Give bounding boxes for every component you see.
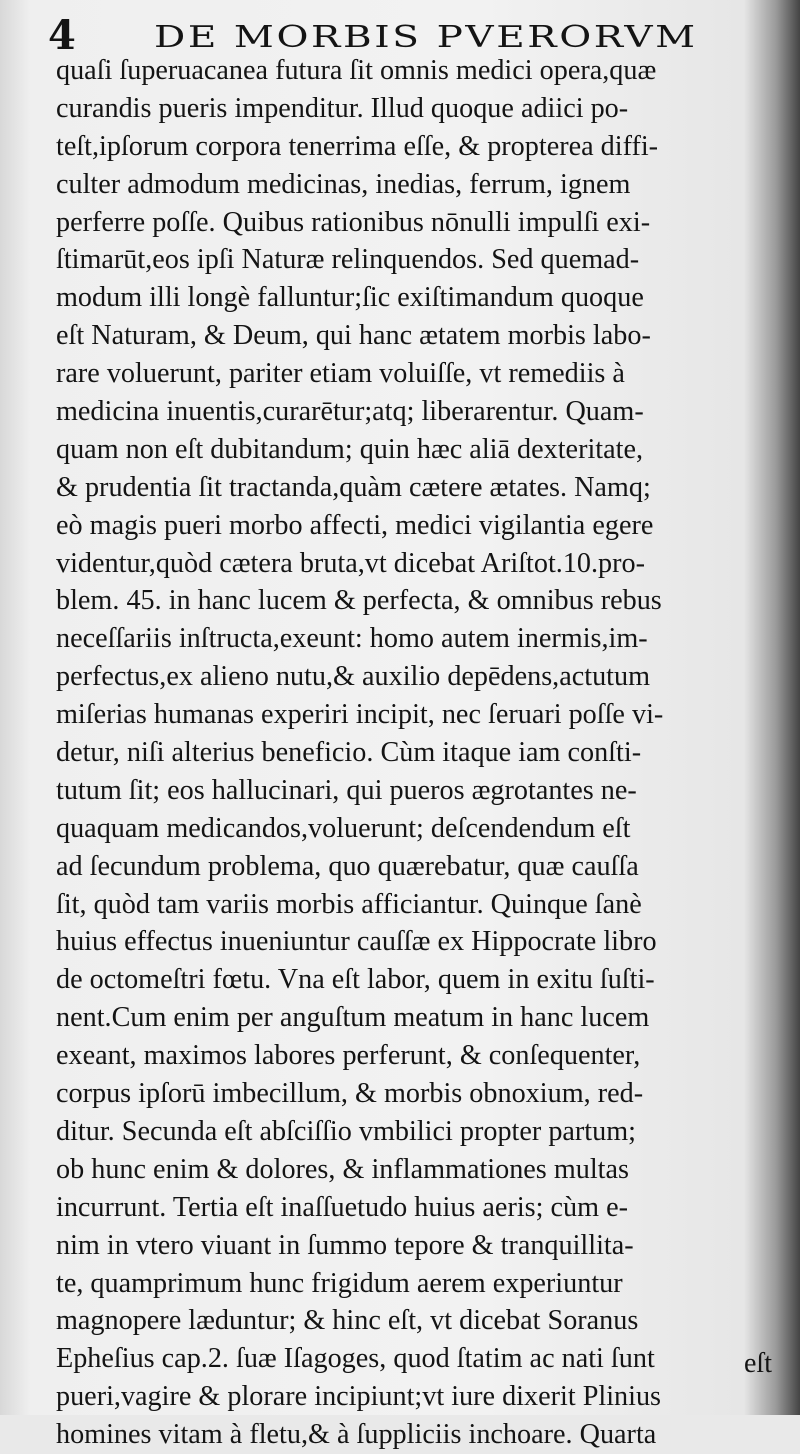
text-line: ſtimarūt,eos ipſi Naturæ relinquendos. Sed quemad- (56, 244, 640, 276)
text-line: miſerias humanas experiri incipit, nec ſeruari poſſe vi- (56, 699, 664, 731)
text-line: tutum ſit; eos hallucinari, qui pueros ægrotantes ne- (56, 774, 637, 806)
body-text (56, 52, 776, 1454)
text-line: eſt Naturam, & Deum, qui hanc ætatem morbis labo- (56, 320, 651, 352)
page-number: 4 (48, 12, 76, 59)
running-head: DE MORBIS PVERORVM (154, 20, 698, 55)
text-line: incurrunt. Tertia eſt inaſſuetudo huius aeris; cùm e- (56, 1191, 628, 1223)
text-line: quaquam medicandos,voluerunt; deſcendendum eſt (56, 812, 631, 844)
text-line: videntur,quòd cætera bruta,vt dicebat Ariſtot.10.pro- (56, 547, 646, 579)
text-line: blem. 45. in hanc lucem & perfecta, & omnibus rebus (56, 585, 662, 617)
text-line: pueri,vagire & plorare incipiunt;vt iure dixerit Plinius (56, 1381, 662, 1413)
text-line: eò magis pueri morbo affecti, medici vigilantia egere (56, 509, 654, 541)
text-line: huius effectus inueniuntur cauſſæ ex Hippocrate libro (56, 926, 657, 958)
text-line: te, quamprimum hunc frigidum aerem experiuntur (56, 1267, 623, 1299)
text-line: modum illi longè falluntur;ſic exiſtimandum quoque (56, 282, 644, 314)
text-line: curandis pueris impenditur. Illud quoque adiici po- (56, 92, 629, 124)
text-line: quam non eſt dubitandum; quin hæc aliā dexteritate, (56, 433, 644, 465)
text-line: detur, niſi alterius beneficio. Cùm itaque iam conſti- (56, 737, 642, 769)
text-line: de octomeſtri fœtu. Vna eſt labor, quem in exitu ſuſti- (56, 964, 655, 996)
text-line: nent.Cum enim per anguſtum meatum in hanc lucem (56, 1002, 650, 1034)
text-line: perferre poſſe. Quibus rationibus nōnulli impulſi exi- (56, 206, 651, 238)
text-line: ad ſecundum problema, quo quærebatur, quæ cauſſa (56, 850, 639, 882)
text-line: culter admodum medicinas, inedias, ferrum, ignem (56, 168, 631, 200)
catchword: eſt (744, 1348, 772, 1379)
text-line: neceſſariis inſtructa,exeunt: homo autem inermis,im- (56, 623, 648, 655)
text-line: quaſi ſuperuacanea futura ſit omnis medici opera,quæ (56, 55, 657, 86)
text-line: magnopere læduntur; & hinc eſt, vt dicebat Soranus (56, 1305, 639, 1337)
text-line: & prudentia ſit tractanda,quàm cætere ætates. Namq; (56, 471, 651, 503)
text-line: exeant, maximos labores perferunt, & conſequenter, (56, 1040, 641, 1072)
text-line: ſit, quòd tam variis morbis afficiantur. Quinque ſanè (56, 888, 642, 920)
text-line: corpus ipſorū imbecillum, & morbis obnoxium, red- (56, 1078, 644, 1110)
text-line: homines vitam à fletu,& à ſuppliciis inchoare. Quarta (56, 1419, 657, 1451)
text-line: medicina inuentis,curarētur;atq; liberarentur. Quam- (56, 396, 644, 428)
text-line: teſt,ipſorum corpora tenerrima eſſe, & propterea diffi- (56, 130, 659, 162)
text-line: Epheſius cap.2. ſuæ Iſagoges, quod ſtatim ac nati ſunt (56, 1343, 655, 1375)
text-line: ditur. Secunda eſt abſciſſio vmbilici propter partum; (56, 1115, 636, 1147)
text-line: perfectus,ex alieno nutu,& auxilio depēdens,actutum (56, 661, 651, 693)
text-line: rare voluerunt, pariter etiam voluiſſe, vt remediis à (56, 358, 625, 390)
text-line: nim in vtero viuant in ſummo tepore & tranquillita- (56, 1229, 634, 1261)
text-line: ob hunc enim & dolores, & inflammationes multas (56, 1153, 629, 1185)
